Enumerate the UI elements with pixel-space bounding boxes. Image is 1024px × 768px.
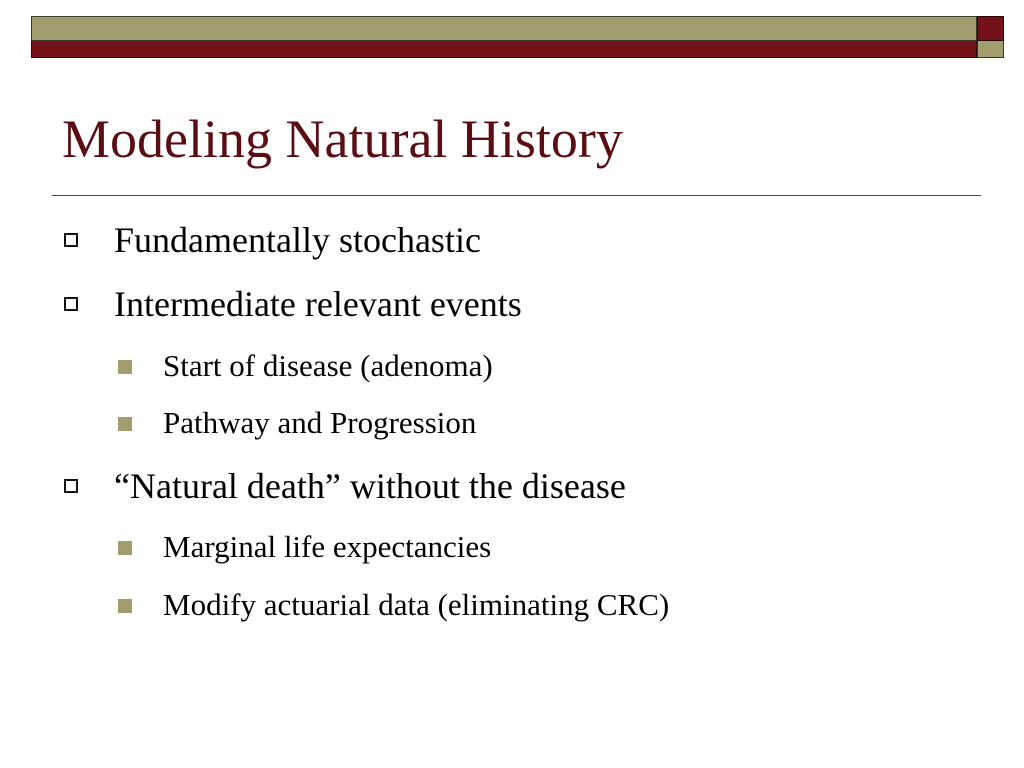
slide-title: Modeling Natural History <box>62 109 623 169</box>
sub-bullet-text: Start of disease (adenoma) <box>163 348 493 383</box>
hollow-square-icon <box>64 233 78 247</box>
bullet-text: Intermediate relevant events <box>114 284 522 324</box>
hollow-square-icon <box>64 297 78 311</box>
solid-square-icon <box>118 417 132 431</box>
hollow-square-icon <box>64 479 78 493</box>
bullet-text: “Natural death” without the disease <box>114 466 626 506</box>
sub-bullet-text: Modify actuarial data (eliminating CRC) <box>163 587 670 622</box>
solid-square-icon <box>118 541 132 555</box>
sub-bullet-text: Pathway and Progression <box>163 405 477 440</box>
bullet-text: Fundamentally stochastic <box>114 220 481 260</box>
solid-square-icon <box>118 599 132 613</box>
solid-square-icon <box>118 360 132 374</box>
sub-bullet-text: Marginal life expectancies <box>163 529 492 564</box>
